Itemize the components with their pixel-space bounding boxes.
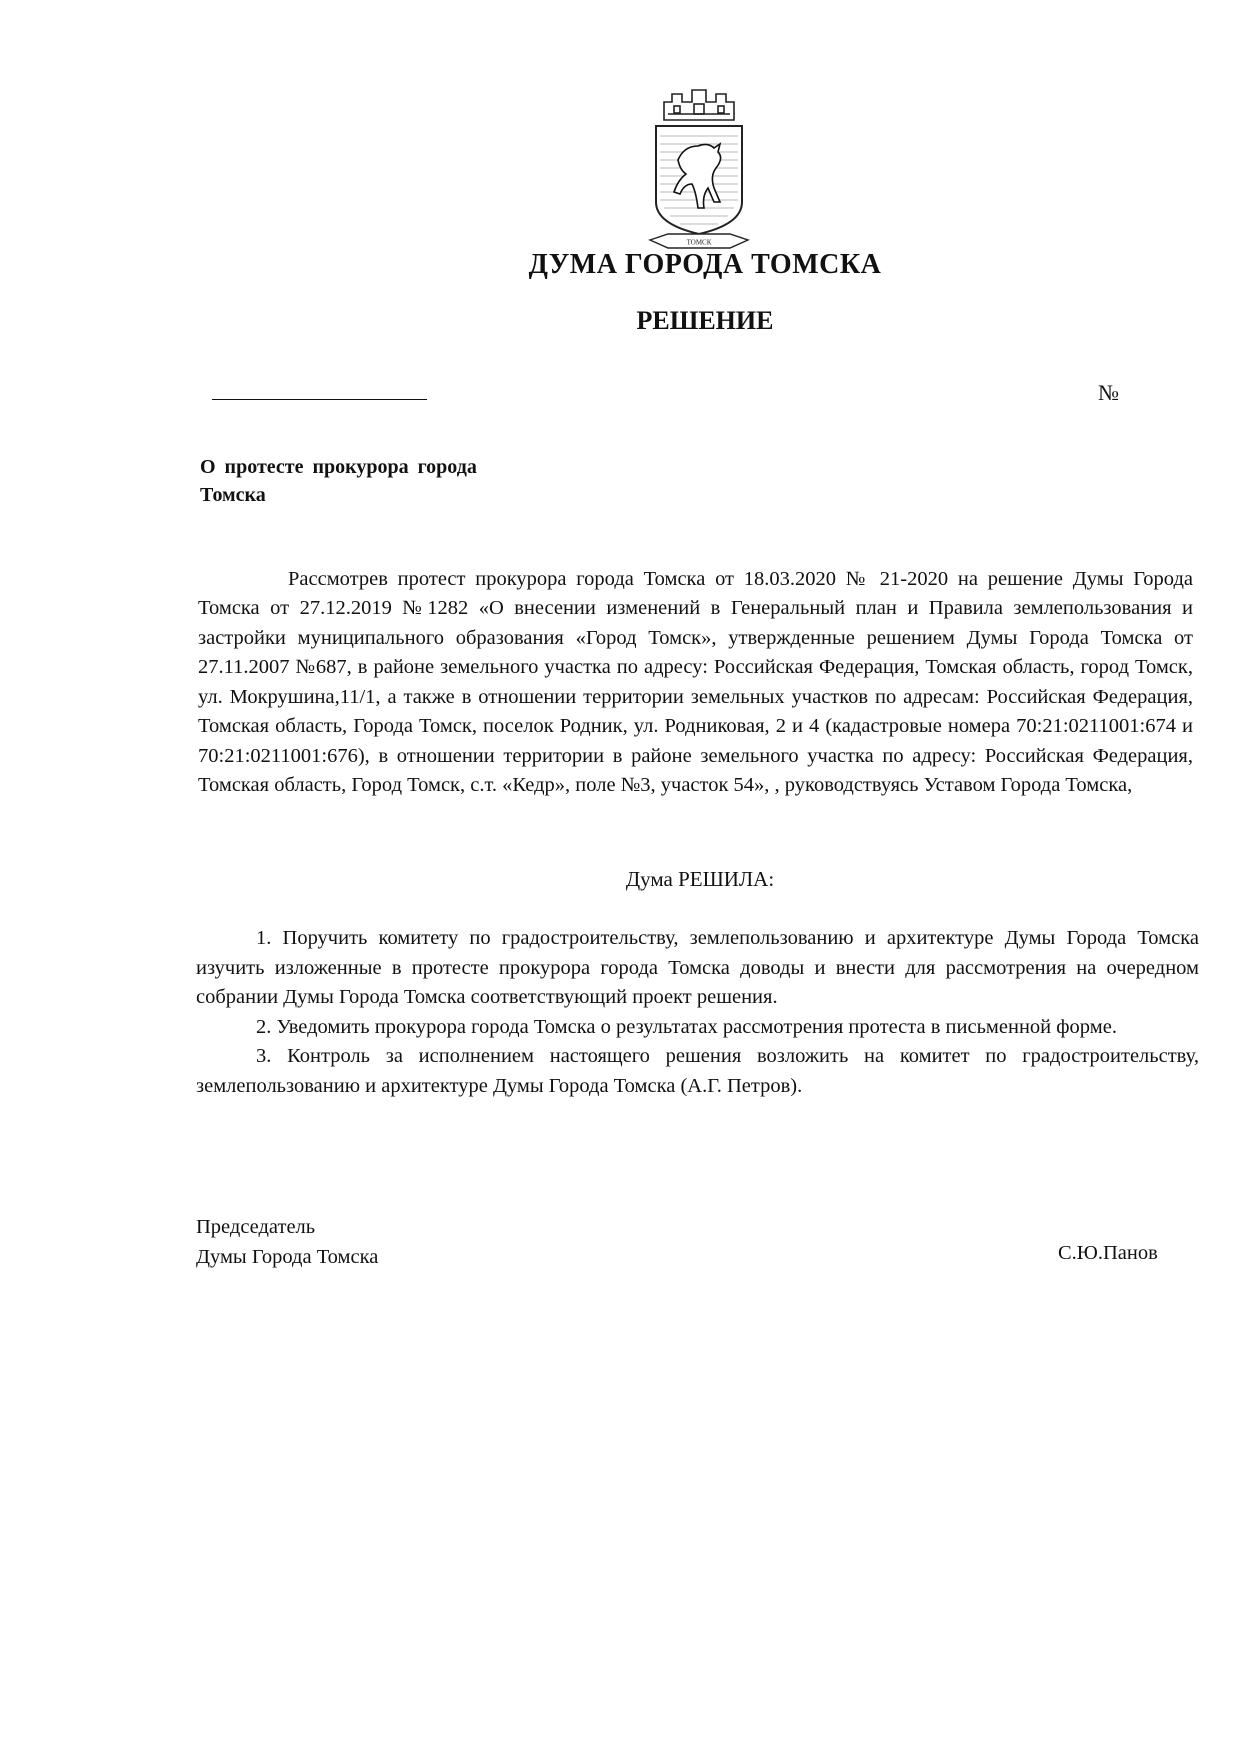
resolved-heading: Дума РЕШИЛА: xyxy=(625,867,775,891)
resolution-item: 1. Поручить комитету по градостроительству, землепользованию и архитектуре Думы Города Томска изучить изложенные в протесте прокурора города Томска доводы и внести для рассмотрения на очередном собрании Думы Города Томска соответствующий проект решения. xyxy=(196,927,1199,1008)
preamble-paragraph: Рассмотрев протест прокурора города Томска от 18.03.2020 № 21-2020 на решение Думы Города Томска от 27.12.2019 №1282 «О внесении изменений в Генеральный план и Правила землепользования и застройки муниципального образования «Город Томск», утвержденные решением Думы Города Томска от 27.11.2007 №687, в районе земельного участка по адресу: Российская Федерация, Томская область, город Томск, ул. Мокрушина,11/1, а также в отношении территории земельных участков по адресам: Российская Федерация, Томская область, Города Томск, поселок Родник, ул. Родниковая, 2 и 4 (кадастровые номера 70:21:0211001:674 и 70:21:0211001:676), в отношении территории в районе земельного участка по адресу: Российская Федерация, Томская область, Город Томск, с.т. «Кедр», поле №3, участок 54», , руководствуясь Уставом Города Томска, xyxy=(198,567,1193,796)
document-subject xyxy=(200,453,620,509)
date-blank-line xyxy=(212,399,427,400)
signatory-position xyxy=(196,1212,378,1272)
resolution-item: 2. Уведомить прокурора города Томска о результатах рассмотрения протеста в письменной форме. xyxy=(256,1015,1117,1038)
subject-line: Томска xyxy=(200,484,266,506)
position-line: Председатель xyxy=(196,1216,316,1238)
signatory-name: С.Ю.Панов xyxy=(1058,1242,1158,1264)
resolution-items xyxy=(196,924,1199,1101)
organization-title: ДУМА ГОРОДА ТОМСКА xyxy=(528,249,882,280)
resolution-item: 3. Контроль за исполнением настоящего решения возложить на комитет по градостроительству, землепользованию и архитектуре Думы Города Томска (А.Г. Петров). xyxy=(196,1045,1199,1097)
position-line: Думы Города Томска xyxy=(196,1246,379,1268)
document-type-title: РЕШЕНИЕ xyxy=(636,306,774,335)
number-sign: № xyxy=(1098,380,1119,405)
subject-line: О протесте прокурора города xyxy=(200,456,477,478)
city-emblem-icon xyxy=(644,84,754,254)
svg-text:ТОМСК: ТОМСК xyxy=(686,238,712,247)
